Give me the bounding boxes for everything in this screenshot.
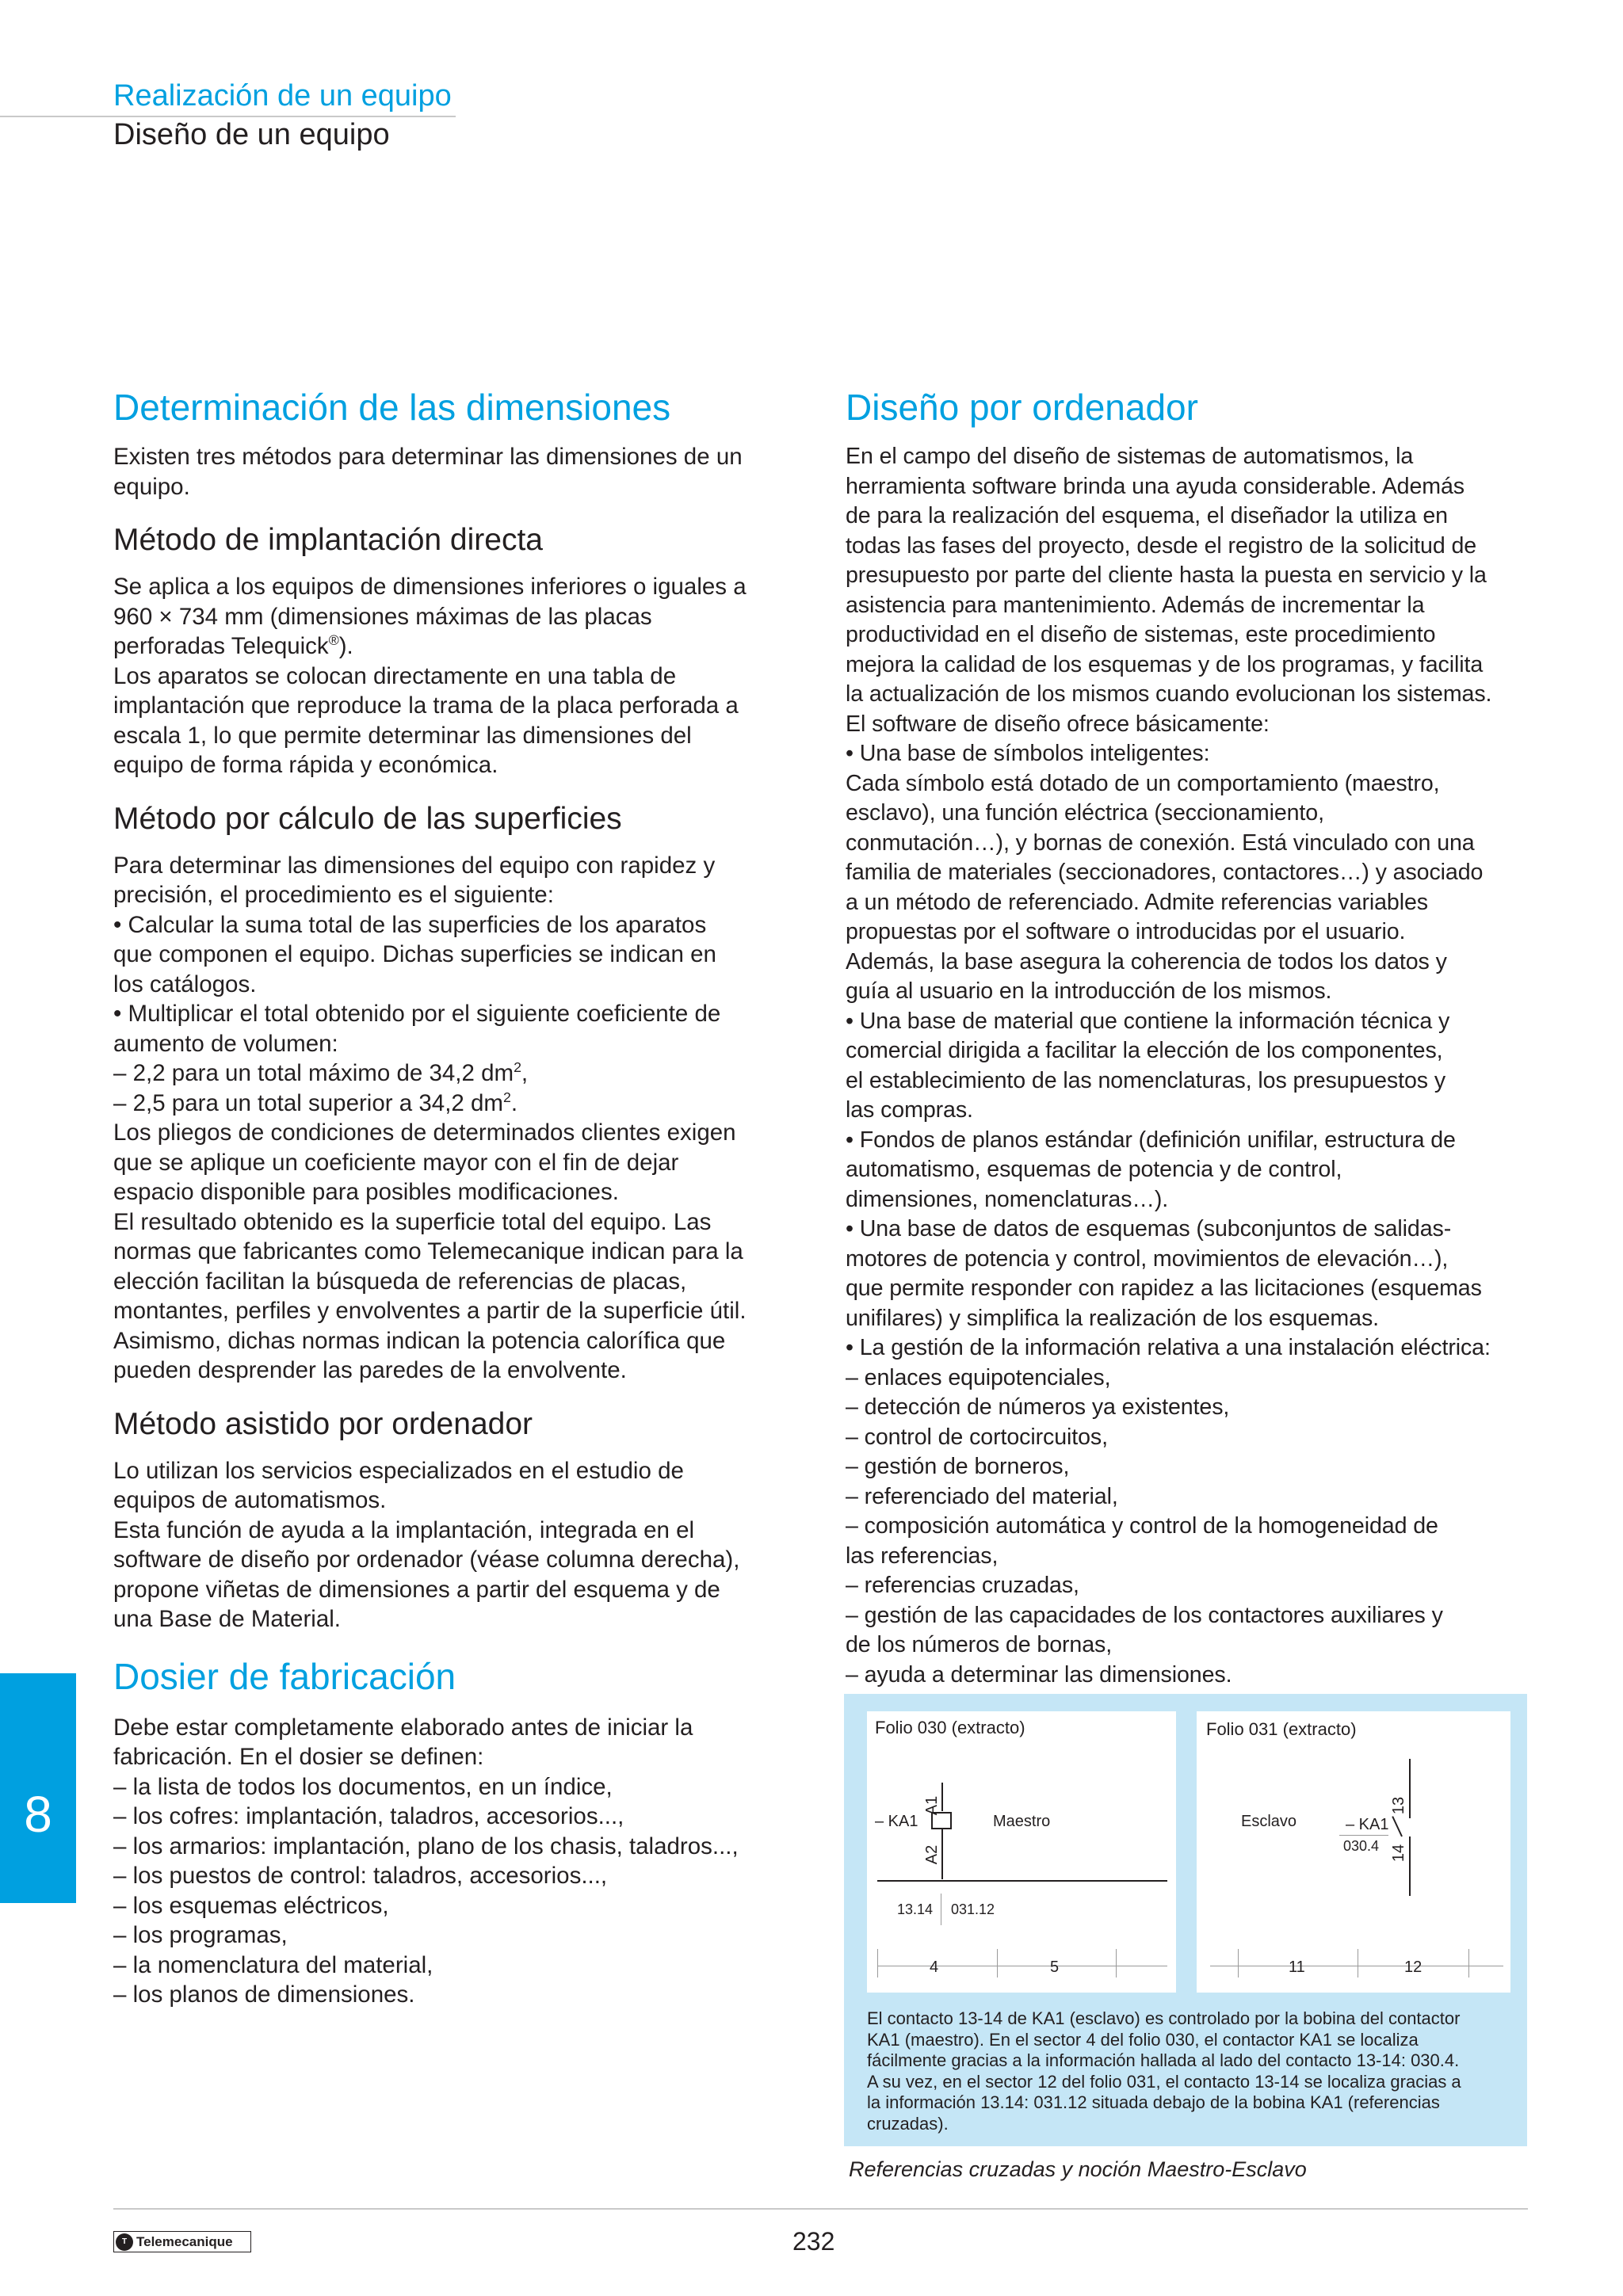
telemecanique-logo bbox=[113, 2231, 251, 2252]
sector-12-label: 12 bbox=[1404, 1958, 1423, 1976]
left-column bbox=[113, 385, 783, 2010]
contact-ref-underline bbox=[1339, 1835, 1388, 1836]
folio-030-bottom-rail bbox=[877, 1880, 1167, 1882]
terminal-a2-label: A2 bbox=[923, 1844, 941, 1865]
paragraph-dimensions-intro: Existen tres métodos para determinar las dimensiones de un equipo. bbox=[113, 444, 743, 500]
sector-4-label: 4 bbox=[930, 1958, 939, 1976]
sector-tick bbox=[1468, 1949, 1469, 1978]
contact-ka1-label: – KA1 bbox=[1346, 1816, 1389, 1833]
folio-031-title: Folio 031 (extracto) bbox=[1206, 1719, 1357, 1739]
terminal-14-label: 14 bbox=[1390, 1844, 1407, 1863]
footer-divider bbox=[113, 2208, 1528, 2210]
sector-tick bbox=[997, 1949, 998, 1978]
section-title-dimensions: Determinación de las dimensiones bbox=[113, 387, 671, 428]
slave-label: Esclavo bbox=[1241, 1813, 1297, 1830]
paragraph-dossier: Debe estar completamente elaborado antes de iniciar la fabricación. En el dosier se definen: – la lista de todos los documentos, en un índice, – los cofres: implantación, taladros, accesorios..., – los armarios: implantación, plano de los chasis, taladros..., – los puestos de control: taladros, accesorios..., – los esquemas eléctricos, – los programas, – la nomenclatura del material, – los planos de dimensiones. bbox=[113, 1714, 739, 2008]
ref-031-12: 031.12 bbox=[951, 1901, 995, 1917]
heading-surface-calc: Método por cálculo de las superficies bbox=[113, 801, 622, 836]
figure-caption: Referencias cruzadas y noción Maestro-Esclavo bbox=[849, 2157, 1307, 2181]
paragraph-computer-assisted: Lo utilizan los servicios especializados en el estudio de equipos de automatismos. Esta función de ayuda a la implantación, integrada en el software de diseño por ordenador (véase columna derecha), propone viñetas de dimensiones a partir del esquema y de una Base de Material. bbox=[113, 1457, 740, 1632]
terminal-13-label: 13 bbox=[1390, 1796, 1407, 1815]
contact-ref-030-4: 030.4 bbox=[1343, 1838, 1380, 1854]
paragraph-computer-design: En el campo del diseño de sistemas de automatismos, la herramienta software brinda una ayuda considerable. Además de para la realización del esquema, el diseñador la utiliza en todas las fases del proyecto, desde el registro de la solicitud de presupuesto por parte del cliente hasta la puesta en servicio y la asistencia para mantenimiento. Además de incrementar la productividad en el diseño de sistemas, este procedimiento mejora la calidad de los esquemas y de los programas, y facilita la actualización de los mismos cuando evolucionan los sistemas. El software de diseño ofrece básicamente: • Una base de símbolos inteligentes: Cada símbolo está dotado de un comportamiento (maestro, esclavo), una función eléctrica (seccionamiento, conmutación…), y bornas de conexión. Está vinculado con una familia de materiales (seccionadores, contactores…) y asociado a un método de referenciado. Admite referencias variables propuestas por el software o introducidas por el usuario. Además, la base asegura la coherencia de todos los datos y guía al usuario en la introducción de los mismos. • Una base de material que contiene la información técnica y comercial dirigida a facilitar la elección de los componentes, el establecimiento de las nomenclaturas, los presupuestos y las compras. • Fondos de planos estándar (definición unifilar, estructura de automatismo, esquemas de potencia y de control, dimensiones, nomenclaturas…). • Una base de datos de esquemas (subconjuntos de salidas- motores de potencia y control, movimientos de elevación…), que permite responder con rapidez a las licitaciones (esquemas unifilares) y simplifica la realización de los esquemas. • La gestión de la información relativa a una instalación eléctrica: – enlaces equipotenciales, – detección de números ya existentes, – control de cortocircuitos, – gestión de borneros, – referenciado del material, – composición automática y control de la homogeneidad de las referencias, – referencias cruzadas, – gestión de las capacidades de los contactores auxiliares y de los números de bornas, – ayuda a determinar las dimensiones. bbox=[846, 444, 1492, 1688]
section-number: 8 bbox=[24, 1786, 52, 1843]
sector-tick bbox=[1116, 1949, 1117, 1978]
sector-tick bbox=[877, 1949, 878, 1978]
sector-5-label: 5 bbox=[1050, 1958, 1060, 1976]
heading-computer-assisted: Método asistido por ordenador bbox=[113, 1406, 533, 1441]
sector-tick bbox=[1238, 1949, 1239, 1978]
brand-mark-icon: T bbox=[116, 2233, 133, 2251]
right-column bbox=[846, 385, 1527, 1690]
folio-030-panel bbox=[867, 1711, 1176, 1993]
section-title-dossier: Dosier de fabricación bbox=[113, 1655, 456, 1697]
coil-top-wire bbox=[941, 1783, 943, 1811]
ref-13-14: 13.14 bbox=[897, 1901, 934, 1917]
breadcrumb: Realización de un equipo bbox=[113, 79, 452, 113]
folio-030-title: Folio 030 (extracto) bbox=[875, 1718, 1025, 1737]
paragraph-direct-layout: Se aplica a los equipos de dimensiones inferiores o iguales a 960 × 734 mm (dimensiones máximas de las placas perforadas Telequick®). Los aparatos se colocan directamente en una tabla de implantación que reproduce la trama de la placa perforada a escala 1, lo que permite determinar las dimensiones del equipo de forma rápida y económica. bbox=[113, 574, 747, 778]
page-number: 232 bbox=[792, 2227, 835, 2256]
heading-direct-layout: Método de implantación directa bbox=[113, 523, 543, 557]
sector-11-label: 11 bbox=[1289, 1958, 1305, 1976]
section-title-computer-design: Diseño por ordenador bbox=[846, 387, 1198, 428]
coil-bottom-wire bbox=[941, 1829, 943, 1879]
terminal-a1-label: A1 bbox=[923, 1795, 941, 1816]
paragraph-surface-calc: Para determinar las dimensiones del equipo con rapidez y precisión, el procedimiento es el siguiente: • Calcular la suma total de las superficies de los aparatos que componen el equipo. Dichas superficies se indican en los catálogos. • Multiplicar el total obtenido por el siguiente coeficiente de aumento de volumen: – 2,2 para un total máximo de 34,2 $dm^2$, – 2,5 para un total superior a 34,2 $dm^2$. Los pliegos de condiciones de determinados clientes exigen que se aplique un coeficiente mayor con el fin de dejar espacio disponible para posibles modificaciones. El resultado obtenido es la superficie total del equipo. Las normas que fabricantes como Telemecanique indican para la elección facilitan la búsqueda de referencias de placas, montantes, perfiles y envolventes a partir de la superficie útil. Asimismo, dichas normas indican la potencia calorífica que pueden desprender las paredes de la envolvente. bbox=[113, 852, 747, 1383]
brand-name: Telemecanique bbox=[136, 2233, 233, 2249]
registered-mark: ® bbox=[328, 632, 339, 649]
page-subtitle: Diseño de un equipo bbox=[113, 118, 390, 151]
coil-ka1-label: – KA1 bbox=[875, 1813, 918, 1830]
figure-explanation: El contacto 13-14 de KA1 (esclavo) es controlado por la bobina del contactor KA1 (maestro). En el sector 4 del folio 030, el contactor KA1 se localiza fácilmente gracias a la información hallada al lado del contacto 13-14: 030.4. A su vez, en el sector 12 del folio 031, el contacto 13-14 se localiza gracias a la información 13.14: 031.12 situada debajo de la bobina KA1 (referencias cruzadas). bbox=[867, 2008, 1461, 2134]
contact-bottom-wire bbox=[1409, 1836, 1411, 1896]
contact-top-wire bbox=[1409, 1759, 1411, 1818]
master-label: Maestro bbox=[993, 1813, 1051, 1830]
